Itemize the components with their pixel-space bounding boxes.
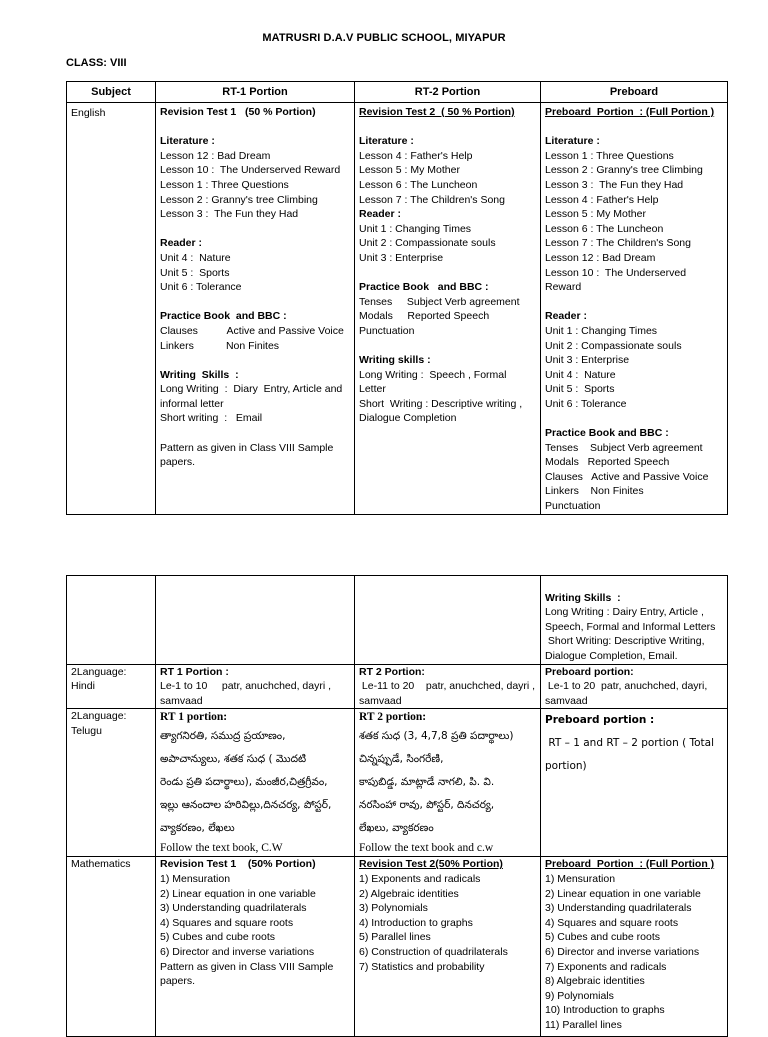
portion-line: Literature : [359, 135, 414, 148]
blank-line [160, 353, 350, 368]
portion-line: Unit 4 : Nature [545, 368, 616, 381]
portion-table-page1 [66, 81, 728, 515]
hindi-rt1-cell [156, 664, 355, 709]
table-row-english [67, 103, 728, 515]
portion-line: Unit 4 : Nature [160, 251, 231, 264]
portion-line: 6) Director and inverse variations [545, 945, 700, 958]
portion-line: 4) Introduction to graphs [359, 916, 473, 929]
portion-line: Preboard Portion : (Full Portion ) [545, 106, 715, 118]
portion-line: Lesson 2 : Granny's tree Climbing [160, 193, 318, 206]
portion-line: Short writing : Email [160, 412, 263, 425]
header-rt2: RT-2 Portion [355, 82, 541, 103]
portion-line: Tenses Subject Verb agreement [545, 441, 703, 454]
portion-line: Modals Reported Speech [545, 456, 670, 469]
portion-line: Practice Book and BBC : [359, 281, 489, 294]
portion-line: Follow the text book and c.w [359, 842, 494, 855]
subject-mathematics: Mathematics [67, 857, 156, 1037]
blank-line [545, 120, 723, 135]
portion-line: Lesson 12 : Bad Dream [545, 251, 656, 264]
portion-line: Literature : [160, 135, 215, 148]
portion-line: 5) Cubes and cube roots [545, 931, 660, 944]
portion-line: 2) Algebraic identities [359, 887, 459, 900]
blank-line [545, 576, 723, 591]
subject-hindi: 2Language: Hindi [67, 664, 156, 709]
telugu-preboard-cell [541, 709, 728, 857]
portion-line: త్యాగనిరతి, సముద్ర ప్రయాణం, [160, 730, 286, 743]
maths-rt2-cell [355, 857, 541, 1037]
table-row-telugu [67, 709, 728, 857]
english-cont-rt1-cell [156, 576, 355, 665]
portion-line: Revision Test 1 (50% Portion) [160, 858, 316, 871]
portion-line: 1) Mensuration [160, 872, 231, 885]
portion-line: Reader : [545, 310, 588, 323]
portion-line: Lesson 7 : The Children's Song [359, 193, 505, 206]
portion-line: Unit 6 : Tolerance [545, 397, 627, 410]
portion-line: Clauses Active and Passive Voice [160, 324, 344, 337]
telugu-rt2-cell [355, 709, 541, 857]
portion-line: 1) Exponents and radicals [359, 872, 481, 885]
table-row-hindi [67, 664, 728, 709]
portion-line: Lesson 3 : The Fun they Had [160, 208, 299, 221]
portion-line: Unit 5 : Sports [545, 383, 615, 396]
blank-line [160, 120, 350, 135]
portion-line: Revision Test 2 ( 50 % Portion) [359, 106, 515, 118]
portion-line: RT 1 Portion : [160, 665, 229, 678]
portion-line: Short Writing: Descriptive Writing, Dialogue Completion, Email. [545, 635, 708, 662]
blank-line [359, 120, 536, 135]
portion-line: Unit 1 : Changing Times [359, 222, 472, 235]
english-rt1-cell [156, 103, 355, 515]
portion-line: చిన్నప్పుడే, సింగరేణి, [359, 753, 444, 766]
portion-line: Lesson 3 : The Fun they Had [545, 178, 684, 191]
portion-line: 8) Algebraic identities [545, 975, 645, 988]
portion-line: నరసింహా రావు, పోస్టర్, దినచర్య, [359, 799, 495, 812]
portion-line: Unit 6 : Tolerance [160, 281, 242, 294]
english-cont-rt2-cell [355, 576, 541, 665]
portion-line: Lesson 12 : Bad Dream [160, 149, 271, 162]
portion-line: 7) Exponents and radicals [545, 960, 667, 973]
portion-line: Pattern as given in Class VIII Sample papers. [160, 441, 337, 469]
portion-line: RT 1 portion: [160, 711, 228, 724]
english-preboard-cell [541, 103, 728, 515]
portion-line: Revision Test 2(50% Portion) [359, 858, 503, 871]
portion-line: Unit 1 : Changing Times [545, 324, 658, 337]
portion-line: Writing skills : [359, 354, 431, 367]
portion-line: Lesson 5 : My Mother [359, 164, 460, 177]
blank-line [160, 222, 350, 237]
portion-line: రెండు ప్రతి పదార్థాలు), మంజీర,చిత్రగ్రీవం, [160, 776, 328, 789]
portion-line: Linkers Non Finites [160, 339, 280, 352]
portion-line: Pattern as given in Class VIII Sample papers. [160, 960, 337, 988]
portion-line: Tenses Subject Verb agreement [359, 295, 520, 308]
portion-line: Long Writing : Diary Entry, Article and informal letter [160, 383, 346, 410]
english-cont-preboard-cell [541, 576, 728, 665]
portion-line: ఇల్లు ఆనందాల హరివిల్లు,దినచర్య, పోస్టర్, [160, 799, 332, 812]
portion-line: Punctuation [359, 324, 415, 337]
portion-line: అపాచాన్యులు, శతక సుధ ( మొదటి [160, 753, 307, 766]
maths-rt1-cell [156, 857, 355, 1037]
portion-line: Writing Skills : [545, 591, 621, 604]
portion-line: Long Writing : Speech , Formal Letter [359, 368, 510, 396]
blank-line [160, 426, 350, 441]
portion-line: 2) Linear equation in one variable [545, 887, 701, 900]
portion-line: 5) Parallel lines [359, 931, 431, 944]
telugu-rt1-cell [156, 709, 355, 857]
table-header-row [67, 82, 728, 103]
blank-line [359, 266, 536, 281]
header-preboard: Preboard [541, 82, 728, 103]
blank-line [545, 295, 723, 310]
english-rt2-cell [355, 103, 541, 515]
portion-line: Unit 3 : Enterprise [545, 354, 630, 367]
maths-preboard-cell [541, 857, 728, 1037]
school-name: MATRUSRI D.A.V PUBLIC SCHOOL, MIYAPUR [262, 32, 506, 44]
portion-line: 2) Linear equation in one variable [160, 887, 316, 900]
portion-line: 6) Construction of quadrilaterals [359, 945, 508, 958]
portion-line: 5) Cubes and cube roots [160, 931, 275, 944]
portion-line: RT 2 Portion: [359, 665, 425, 678]
portion-line: Le-1 to 20 patr, anuchched, dayri, samvaad [545, 680, 711, 707]
portion-line: Lesson 2 : Granny's tree Climbing [545, 164, 703, 177]
portion-line: 10) Introduction to graphs [545, 1004, 665, 1017]
portion-line: Short Writing : Descriptive writing , Dialogue Completion [359, 397, 526, 425]
english-cont-subject-cell [67, 576, 156, 665]
header-subject: Subject [67, 82, 156, 103]
portion-line: Lesson 7 : The Children's Song [545, 237, 691, 250]
portion-line: 3) Polynomials [359, 902, 428, 915]
portion-line: Lesson 6 : The Luncheon [545, 222, 664, 235]
portion-line: Preboard Portion : (Full Portion ) [545, 858, 715, 871]
portion-line: Le-1 to 10 patr, anuchched, dayri , samvaad [160, 680, 334, 707]
portion-line: శతక సుధ (3, 4,7,8 ప్రతి పదార్థాలు) [359, 730, 514, 743]
portion-line: Clauses Active and Passive Voice [545, 470, 709, 483]
portion-line: Unit 2 : Compassionate souls [545, 339, 682, 352]
portion-line: Unit 3 : Enterprise [359, 251, 444, 264]
portion-line: Punctuation [545, 500, 601, 513]
portion-line: Practice Book and BBC : [160, 310, 287, 323]
portion-line: 4) Squares and square roots [545, 916, 679, 929]
portion-line: Lesson 5 : My Mother [545, 208, 646, 221]
portion-line: RT 2 portion: [359, 711, 427, 724]
portion-line: 3) Understanding quadrilaterals [160, 902, 307, 915]
portion-line: Reader : [359, 208, 402, 221]
portion-line: 4) Squares and square roots [160, 916, 294, 929]
portion-line: Lesson 4 : Father's Help [359, 149, 473, 162]
portion-line: Linkers Non Finites [545, 485, 644, 498]
portion-line: 11) Parallel lines [545, 1018, 622, 1031]
portion-line: 7) Statistics and probability [359, 960, 485, 973]
portion-line: Long Writing : Dairy Entry, Article , Speech, Formal and Informal Letters [545, 606, 716, 633]
portion-line: Preboard portion: [545, 665, 634, 678]
blank-line [545, 411, 723, 426]
portion-table-page2 [66, 575, 728, 1037]
subject-english: English [67, 103, 156, 515]
portion-line: Lesson 10 : The Underserved Reward [160, 164, 341, 177]
portion-line: Revision Test 1 (50 % Portion) [160, 106, 316, 118]
class-label: CLASS: VIII [66, 57, 127, 69]
portion-line: Lesson 10 : The Underserved Reward [545, 266, 689, 294]
header-rt1: RT-1 Portion [156, 82, 355, 103]
portion-line: కాపుబిడ్డ, మాట్లాడే నాగలి, పి. వి. [359, 776, 495, 789]
portion-line: 9) Polynomials [545, 989, 614, 1002]
portion-line: 6) Director and inverse variations [160, 945, 315, 958]
portion-line: Reader : [160, 237, 203, 250]
blank-line [160, 295, 350, 310]
portion-line: Lesson 1 : Three Questions [545, 149, 674, 162]
portion-line: Modals Reported Speech [359, 310, 490, 323]
hindi-preboard-cell [541, 664, 728, 709]
portion-line: Le-11 to 20 patr, anuchched, dayri , samvaad [359, 680, 539, 707]
table-row-mathematics [67, 857, 728, 1037]
portion-line: వ్యాకరణం, లేఖలు [160, 822, 235, 835]
portion-line: 3) Understanding quadrilaterals [545, 902, 692, 915]
portion-line: Follow the text book, C.W [160, 842, 283, 855]
portion-line: లేఖలు, వ్యాకరణం [359, 822, 434, 835]
portion-line: Lesson 6 : The Luncheon [359, 178, 478, 191]
portion-line: Practice Book and BBC : [545, 427, 669, 440]
blank-line [359, 339, 536, 354]
portion-line: Literature : [545, 135, 600, 148]
subject-telugu: 2Language: Telugu [67, 709, 156, 857]
portion-line: Unit 5 : Sports [160, 266, 230, 279]
portion-line: RT – 1 and RT – 2 portion ( Total portion) [545, 737, 718, 773]
table-row-english-continued [67, 576, 728, 665]
portion-line: 1) Mensuration [545, 872, 616, 885]
portion-line: Lesson 4 : Father's Help [545, 193, 659, 206]
portion-line: Preboard portion : [545, 714, 655, 727]
hindi-rt2-cell [355, 664, 541, 709]
portion-line: Lesson 1 : Three Questions [160, 178, 289, 191]
portion-line: Unit 2 : Compassionate souls [359, 237, 496, 250]
portion-line: Writing Skills : [160, 368, 239, 381]
